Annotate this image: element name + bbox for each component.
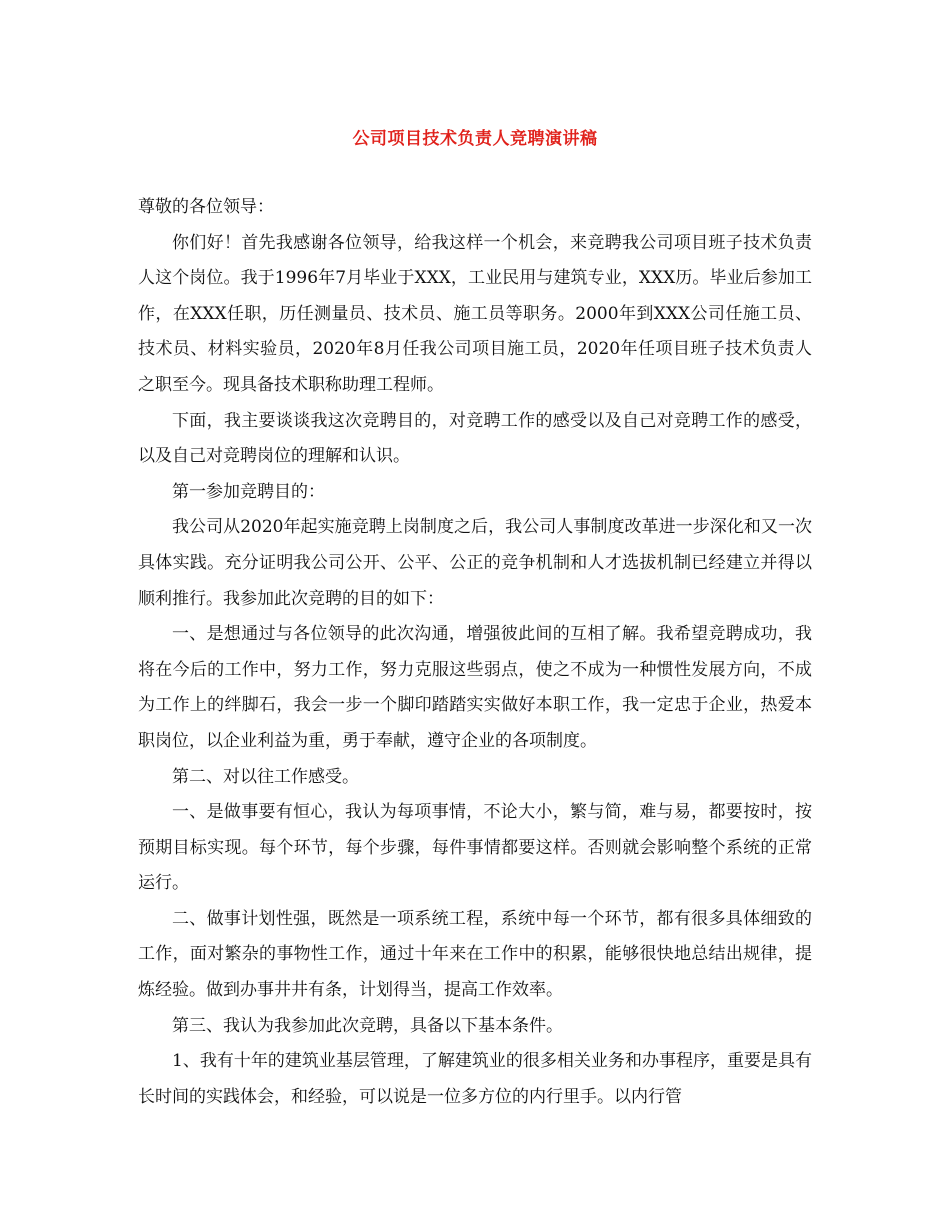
document-title: 公司项目技术负责人竞聘演讲稿 [352, 129, 598, 149]
section-heading: 第一参加竞聘目的： [172, 481, 325, 502]
document-body [138, 190, 812, 1115]
paragraph: 一、是想通过与各位领导的此次沟通，增强彼此间的互相了解。我希望竞聘成功，我将在今后的工作中，努力工作，努力克服这些弱点，使之不成为一种惯性发展方向，不成为工作上的绊脚石，我会一步一个脚印踏踏实实做好本职工作，我一定忠于企业，热爱本职岗位，以企业利益为重，勇于奉献，遵守企业的各项制度。 [138, 624, 812, 751]
paragraph: 我公司从2020年起实施竞聘上岗制度之后，我公司人事制度改革进一步深化和又一次具体实践。充分证明我公司公开、公平、公正的竞争机制和人才选拔机制已经建立并得以顺利推行。我参加此次竞聘的目的如下： [138, 517, 812, 609]
salutation: 尊敬的各位领导： [138, 197, 274, 217]
paragraph: 1、我有十年的建筑业基层管理，了解建筑业的很多相关业务和办事程序，重要是具有长时间的实践体会，和经验，可以说是一位多方位的内行里手。以内行管 [138, 1051, 812, 1107]
paragraph: 二、做事计划性强，既然是一项系统工程，系统中每一个环节，都有很多具体细致的工作，面对繁杂的事物性工作，通过十年来在工作中的积累，能够很快地总结出规律，提炼经验。做到办事井井有条，计划得当，提高工作效率。 [138, 908, 812, 1001]
paragraph: 一、是做事要有恒心，我认为每项事情，不论大小，繁与简，难与易，都要按时，按预期目标实现。每个环节，每个步骤，每件事情都要这样。否则就会影响整个系统的正常运行。 [138, 802, 812, 894]
section-heading: 第二、对以往工作感受。 [172, 766, 359, 787]
section-heading: 第三、我认为我参加此次竞聘，具备以下基本条件。 [172, 1015, 563, 1036]
paragraph: 下面，我主要谈谈我这次竞聘目的，对竞聘工作的感受以及自己对竞聘工作的感受，以及自己对竞聘岗位的理解和认识。 [138, 410, 812, 467]
paragraph: 你们好！首先我感谢各位领导，给我这样一个机会，来竞聘我公司项目班子技术负责人这个岗位。我于1996年7月毕业于XXX，工业民用与建筑专业，XXX历。毕业后参加工作，在XXX任职，历任测量员、技术员、施工员等职务。2000年到XXX公司任施工员、技术员、材料实验员，2020年8月任我公司项目施工员，2020年任项目班子技术负责人之职至今。现具备技术职称助理工程师。 [138, 232, 812, 395]
